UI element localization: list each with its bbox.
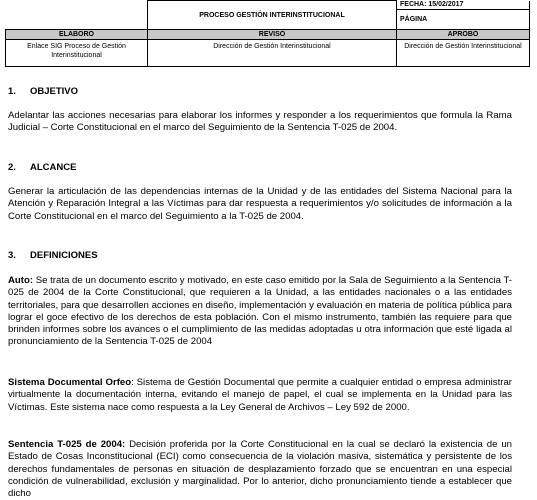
- elaboro-header: ELABORÓ: [6, 30, 148, 40]
- objetivo-paragraph: Adelantar las acciones necesarias para elaborar los informes y responder a los requerimientos que formula la Rama Judicial – Corte Constitucional en el marco del Seguimiento de la Sentencia T-025 de 2004.: [8, 110, 512, 134]
- reviso-header: REVISÓ: [148, 30, 397, 40]
- document-header-table: [5, 0, 530, 67]
- definition-orfeo: [8, 377, 512, 414]
- definition-text: Se trata de un documento escrito y motivado, en este caso emitido por la Sala de Seguimiento a la Sentencia T-025 de 2004 de la Corte Constitucional, que requieren a la Unidad, a las entidades nacionales o a las entidades territoriales, para que desarrollen acciones en diseño, implementación y evaluación en materia de política pública para lograr el goce efectivo de los derechos de esta población. Con el mismo instrumento, también las requiere para que brinden informes sobre los avances o el cumplimiento de las medidas adoptadas u otra información que esté ligada al pronunciamiento de la Sentencia T-025 de 2004: [8, 275, 512, 348]
- section-heading-alcance: [8, 162, 76, 174]
- page-label: PÁGINA: [400, 15, 428, 23]
- alcance-paragraph: Generar la articulación de las dependencias internas de la Unidad y de las entidades del Sistema Nacional para la Atención y Reparación Integral a las Víctimas para dar respuesta a requerimientos y/o solicitudes de información a la Corte Constitucional en el marco del Seguimiento a la T-025 de 2004.: [8, 186, 512, 222]
- definition-term: Auto:: [8, 275, 34, 286]
- definition-term: Sistema Documental Orfeo: [8, 377, 132, 388]
- section-number: 2.: [8, 162, 16, 173]
- aprobo-value: Dirección de Gestión Interinstitucional: [397, 40, 530, 67]
- section-heading-objetivo: [8, 86, 78, 98]
- section-number: 3.: [8, 250, 16, 261]
- date-label: FECHA: 15/02/2017: [397, 1, 529, 10]
- definition-text: : Sistema de Gestión Documental que permite a cualquier entidad o empresa administrar virtualmente la documentación interna, evitando el manejo de papel, el cual se implementa en la Unidad para las Víctimas. Este sistema nace como respuesta a la Ley General de Archivos – Ley 592 de 2000.: [8, 377, 512, 413]
- elaboro-value: Enlace SIG Proceso de Gestión Interinstitucional: [6, 40, 148, 67]
- reviso-value: Dirección de Gestión Interinstitucional: [148, 40, 397, 67]
- logo-cell: [6, 1, 148, 30]
- process-name: PROCESO GESTIÓN INTERINSTITUCIONAL: [148, 1, 397, 30]
- section-title: DEFINICIONES: [30, 250, 98, 261]
- section-number: 1.: [8, 86, 16, 97]
- definition-auto: [8, 275, 512, 349]
- definition-text: Decisión proferida por la Corte Constitucional en la cual se declaró la existencia de un Estado de Cosas Inconstitucional (ECI) como consecuencia de la violación masiva, sistemática y persistente de los derechos fundamentales de personas en situación de desplazamiento forzado que se encuentran en una especial condición de vulnerabilidad, exclusión y marginalidad. Por lo anterior, dicho pronunciamiento tiende a establecer que dicho: [8, 439, 513, 500]
- definition-term: Sentencia T-025 de 2004:: [8, 439, 126, 450]
- aprobo-header: APROBÓ: [397, 30, 530, 40]
- definition-sentencia: [8, 439, 512, 500]
- section-heading-definiciones: [8, 250, 98, 262]
- section-title: OBJETIVO: [30, 86, 79, 97]
- section-title: ALCANCE: [30, 162, 77, 173]
- meta-cell: [397, 1, 530, 30]
